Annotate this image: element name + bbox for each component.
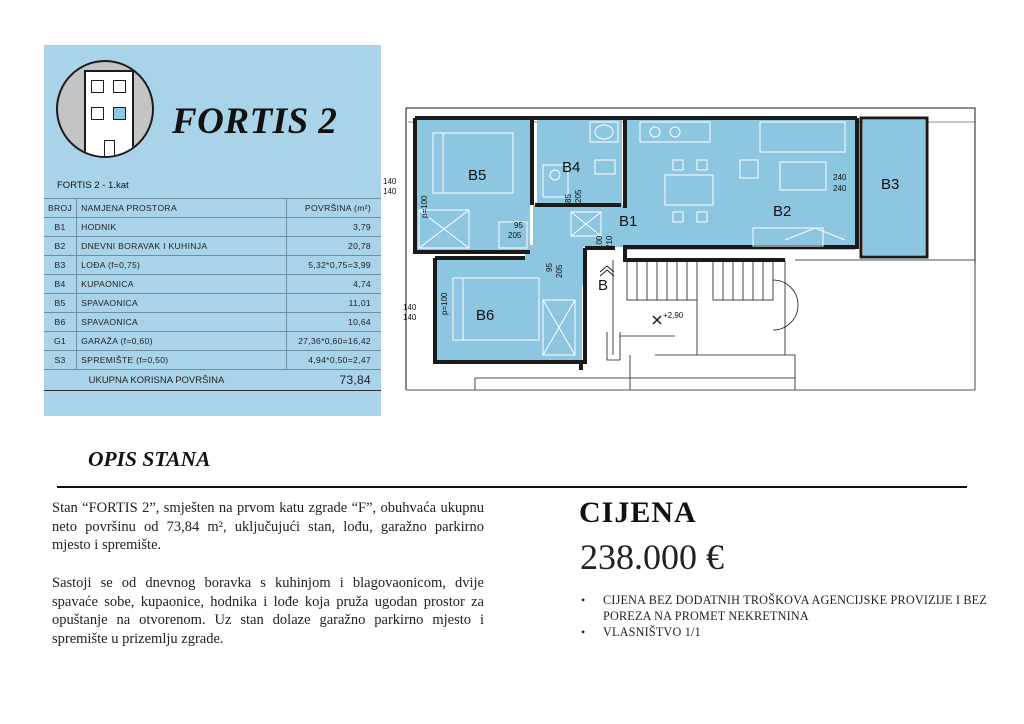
table-row [44,313,381,332]
total-label: UKUPNA KORISNA POVRŠINA [77,370,287,391]
price-label: CIJENA [579,496,697,529]
logo-window [113,80,126,93]
room-label-b6: B6 [476,307,495,324]
room-area: 5,32*0,75=3,99 [287,256,381,275]
dim-text: 240 [833,173,847,182]
divider [57,486,967,488]
building-logo-icon [56,60,154,158]
stairs [607,260,798,360]
dim-text: 140 [403,303,417,312]
project-title: FORTIS 2 [172,101,338,142]
table-row [44,275,381,294]
dim-text: 210 [605,235,614,249]
room-id: B4 [44,275,77,294]
price-note: • CIJENA BEZ DODATNIH TROŠKOVA AGENCIJSKE PROVIZIJE I BEZ POREZA NA PROMET NEKRETNINA [581,592,991,624]
room-name: LOĐA (f=0,75) [77,256,287,275]
room-name: DNEVNI BORAVAK I KUHINJA [77,237,287,256]
dim-text: 205 [508,231,522,240]
dim-text: 240 [833,184,847,193]
room-label-b3: B3 [881,176,900,193]
room-name: SPREMIŠTE (f=0,50) [77,351,287,370]
dim-text: 140 [403,313,417,322]
room-label-b4: B4 [562,159,581,176]
room-id: B2 [44,237,77,256]
rooms-fill [417,120,925,360]
level-marker-icon [653,316,661,324]
room-area: 4,94*0,50=2,47 [287,351,381,370]
room-name: SPAVAONICA [77,313,287,332]
room-area: 20,78 [287,237,381,256]
room-area: 4,74 [287,275,381,294]
room-id: G1 [44,332,77,351]
room-area: 10,64 [287,313,381,332]
total-value: 73,84 [287,370,381,391]
column-header-area: POVRŠINA (m²) [287,199,381,218]
room-label-b: B [598,277,609,294]
stairs-arrow-icon [600,266,614,276]
room-name: HODNIK [77,218,287,237]
dim-text: 140 [383,177,397,186]
room-label-b2: B2 [773,203,792,220]
dim-text: 95 [545,263,554,272]
table-row [44,218,381,237]
room-label-b1: B1 [619,213,638,230]
room-id: B3 [44,256,77,275]
logo-window [91,80,104,93]
room-area: 11,01 [287,294,381,313]
dim-text: 205 [574,189,583,203]
logo-window-highlighted [113,107,126,120]
room-id: B5 [44,294,77,313]
logo-window [91,107,104,120]
logo-door [104,140,115,158]
room-name: SPAVAONICA [77,294,287,313]
dim-text: 85 [564,194,573,203]
price-notes [581,592,991,640]
column-header-number: BROJ [44,199,77,218]
rooms-table [44,198,381,391]
table-row [44,237,381,256]
floor-plan [375,100,985,400]
logo-building-shape [84,70,134,158]
room-name: KUPAONICA [77,275,287,294]
room-id: B1 [44,218,77,237]
dim-text: 205 [555,264,564,278]
table-row [44,294,381,313]
price-note: • VLASNIŠTVO 1/1 [581,624,991,640]
dim-text: p=100 [440,292,449,315]
room-area: 3,79 [287,218,381,237]
room-area: 27,36*0,60=16,42 [287,332,381,351]
info-panel [44,45,381,416]
room-name: GARAŽA (f=0,60) [77,332,287,351]
column-header-purpose: NAMJENA PROSTORA [77,199,287,218]
description-heading: OPIS STANA [88,447,211,471]
description-paragraph: Stan “FORTIS 2”, smješten na prvom katu zgrade “F”, obuhvaća ukupnu neto površinu od 73,84 m², uključujući stan, lođu, garažno parkirno mjesto i spremište. [52,500,484,553]
room-id: S3 [44,351,77,370]
dim-text: 95 [514,221,523,230]
dim-text: 100 [595,235,604,249]
price-value: 238.000 € [580,537,724,577]
room-label-b5: B5 [468,167,487,184]
dim-text: 140 [383,187,397,196]
table-header-row [44,199,381,218]
level-text: +2,90 [663,311,684,320]
dim-text: p=100 [420,195,429,218]
table-row [44,351,381,370]
table-total-row [44,370,381,391]
table-row [44,256,381,275]
table-row [44,332,381,351]
floor-label: FORTIS 2 - 1.kat [57,180,129,191]
description-paragraph: Sastoji se od dnevnog boravka s kuhinjom i blagovaonicom, dvije spavaće sobe, kupaonice, hodnika i lođe koja pruža ugodan prostor za opuštanje na otvorenom. Uz stan dolaze garažno parkirno mjesto i spremište u prizemlju zgrade. [52,575,484,647]
room-id: B6 [44,313,77,332]
total-spacer [44,370,77,391]
